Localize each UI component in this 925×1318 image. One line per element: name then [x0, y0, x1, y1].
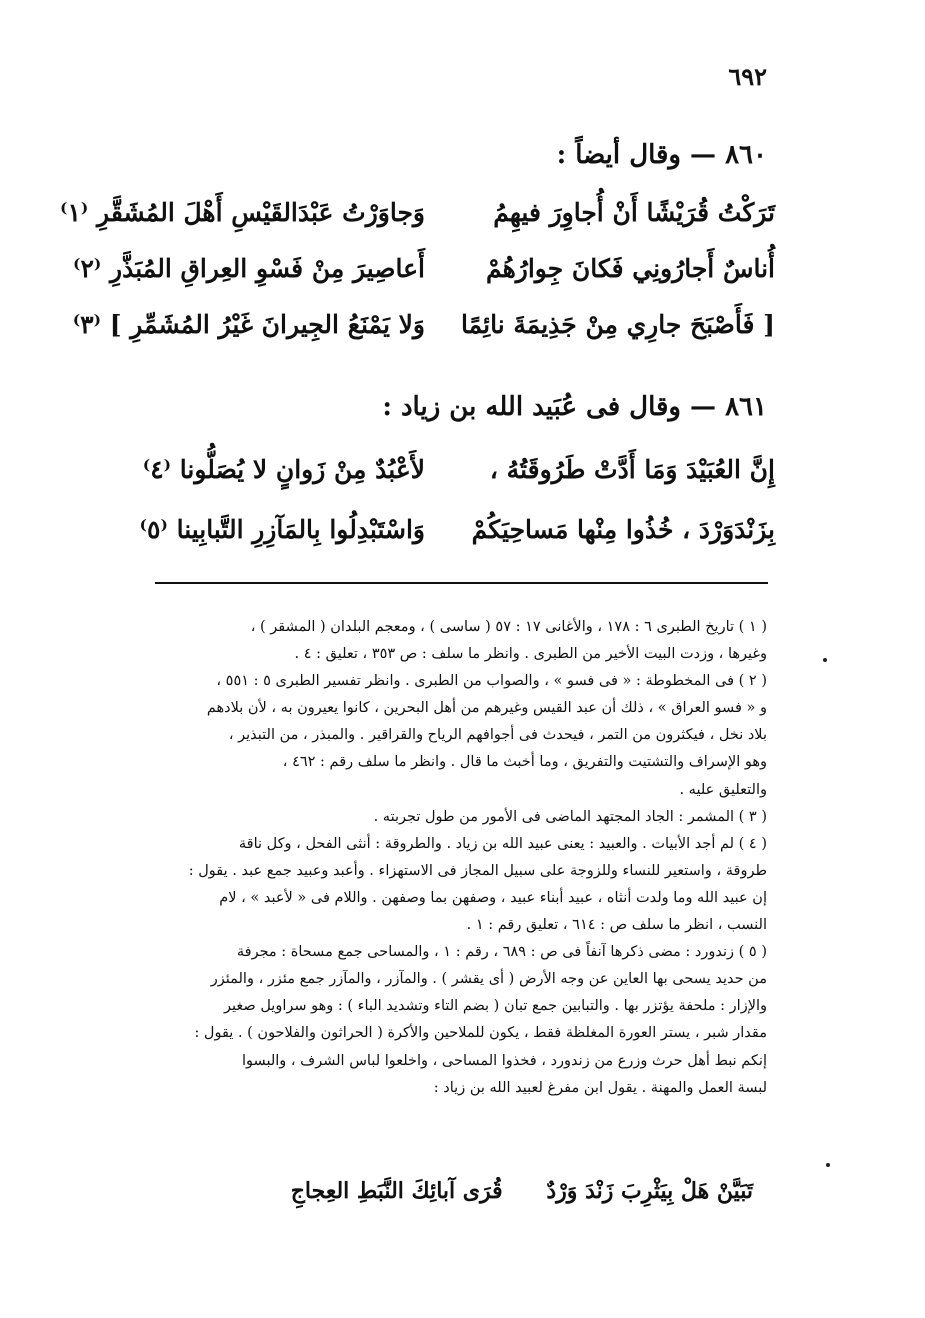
verse-first-hemistich: تَرَكْتُ قُرَيْشًا أَنْ أُجاوِرَ فيهِمُ — [493, 198, 775, 227]
verse-first-hemistich: أُناسٌ أَجارُونِي فَكانَ جِوارُهُمْ — [485, 254, 775, 283]
verse-second-hemistich: وَجاوَرْتُ عَبْدَالقَيْسِ أَهْلَ المُشَقَّرِ ⁽١⁾ — [59, 198, 425, 227]
footnote-line: لبسة العمل والمهنة . يقول ابن مفرغ لعبيد الله بن زياد : — [433, 1079, 767, 1096]
footnote-line: ( ٣ ) المشمر : الجاد المجتهد الماضى فى الأمور من طول تجربته . — [373, 808, 767, 825]
page-number: ٦٩٢ — [728, 62, 767, 91]
verse-second-hemistich: وَلا يَمْنَعُ الجِيرانَ غَيْرُ المُشَمِّرِ ] ⁽٣⁾ — [72, 310, 425, 339]
poem-861-verse-1 — [125, 455, 775, 505]
poem-860-heading: ٨٦٠ — وقال أيضاً : — [556, 140, 767, 170]
verse-second-hemistich: أَعاصِيرَ مِنْ فَسْوِ العِراقِ المُبَذَّرِ ⁽٢⁾ — [72, 254, 425, 283]
footnote-line: مقدار شبر ، يستر العورة المغلظة فقط ، يكون للملاحين والأكرة ( الحراثون والفلاحون ) . يقول : — [194, 1025, 767, 1042]
scan-speck — [826, 1163, 830, 1167]
footnote-line: إنكم نبط أهل حرث وزرع من زندورد ، فخذوا المساحى ، واخلعوا لباس الشرف ، والبسوا — [242, 1052, 767, 1069]
footnote-line: والإزار : ملحفة يؤتزر بها . والتبابين جمع تبان ( بضم التاء وتشديد الباء ) : وهو سراويل صغير — [224, 998, 767, 1015]
footnote-line: والتعليق عليه . — [679, 781, 767, 798]
verse-first-hemistich: إِنَّ العُبَيْدَ وَمَا أَدَّتْ طَرُوقَتُهُ ، — [489, 455, 775, 484]
footnote-line: ( ٤ ) لم أجد الأبيات . والعبيد : يعنى عبيد الله بن زياد . والطروقة : أنثى الفحل ، وكل ناقة — [238, 835, 767, 852]
poem-860-verse-1 — [59, 198, 775, 248]
footnote-line: بلاد نخل ، فيكثرون من التمر ، فيحدث فى أجوافهم الرياح والقراقير . والمبذر ، من التبذير ، — [228, 727, 767, 744]
verse-second-hemistich: لأَعْبُدٌ مِنْ زَوانٍ لا يُصَلُّونا ⁽٤⁾ — [142, 455, 425, 484]
poem-860-verse-3 — [72, 310, 775, 360]
poem-861-heading: ٨٦١ — وقال فى عُبَيد الله بن زياد : — [382, 392, 767, 422]
poem-861-verse-2 — [125, 515, 775, 565]
verse-first-hemistich: [ فَأَصْبَحَ جارِي مِنْ جَذِيمَةَ نائِمًا — [461, 310, 775, 339]
footnote-line: طروقة ، واستعير للنساء وللزوجة على سبيل المجاز فى الاستهزاء . وأعبد وعبيد جمع عبد . يقول : — [188, 862, 767, 879]
closing-second-hemistich: قُرَى آبائِكَ النَّبَطِ العِجاجِ — [290, 1178, 503, 1204]
closing-first-hemistich: تَبَيَّنْ هَلْ بِيَثْرِبَ زَنْدَ وَرْدٌ — [546, 1178, 753, 1204]
poem-860-verse-2 — [72, 254, 775, 304]
footnote-line: ( ٥ ) زندورد : مضى ذكرها آنفاً فى ص : ٦٨٩ ، رقم : ١ ، والمساحى جمع مسحاة : مجرفة — [236, 944, 767, 961]
verse-second-hemistich: وَاسْتَبْدِلُوا بِالمَآزِرِ التَّبابِينا ⁽٥⁾ — [139, 515, 425, 544]
footnote-line: من حديد يسحى بها العاين عن وجه الأرض ( أى يقشر ) . والمآزر ، والمآزر جمع مئزر ، والمئزر — [210, 971, 767, 988]
footnote-line: ( ١ ) تاريخ الطبرى ٦ : ١٧٨ ، والأغانى ١٧ : ٥٧ ( ساسى ) ، ومعجم البلدان ( المشقر ) ، — [250, 619, 767, 635]
scan-speck — [823, 658, 827, 662]
footnote-line: إن عبيد الله وما ولدت أنثاه ، عبيد أبناء عبيد ، وصفهن بما وصفهن . واللام فى « لأعبد » ، لام — [219, 889, 767, 906]
footnote-separator — [155, 582, 768, 584]
footnote-line: و « فسو العراق » ، ذلك أن عبد القيس وغيرهم من أهل البحرين ، كانوا يعيرون به ، لأن بلادهم — [206, 700, 767, 717]
footnote-line: وغيرها ، وزدت البيت الأخير من الطبرى . وانظر ما سلف : ص ٣٥٣ ، تعليق : ٤ . — [294, 646, 767, 663]
closing-verse — [255, 1178, 753, 1204]
footnote-line: النسب ، انظر ما سلف ص : ٦١٤ ، تعليق رقم : ١ . — [466, 917, 767, 934]
verse-first-hemistich: بِزَنْدَوَرْدَ ، خُذُوا مِنْها مَساحِيَكُمْ — [471, 515, 775, 544]
footnote-line: وهو الإسراف والتشتيت والتفريق ، وما أخبث ما قال . وانظر ما سلف رقم : ٤٦٢ ، — [282, 754, 767, 771]
footnote-line: ( ٢ ) فى المخطوطة : « فى فسو » ، والصواب من الطبرى . وانظر تفسير الطبرى ٥ : ٥٥١ ، — [216, 673, 767, 690]
footnotes — [107, 614, 767, 1102]
